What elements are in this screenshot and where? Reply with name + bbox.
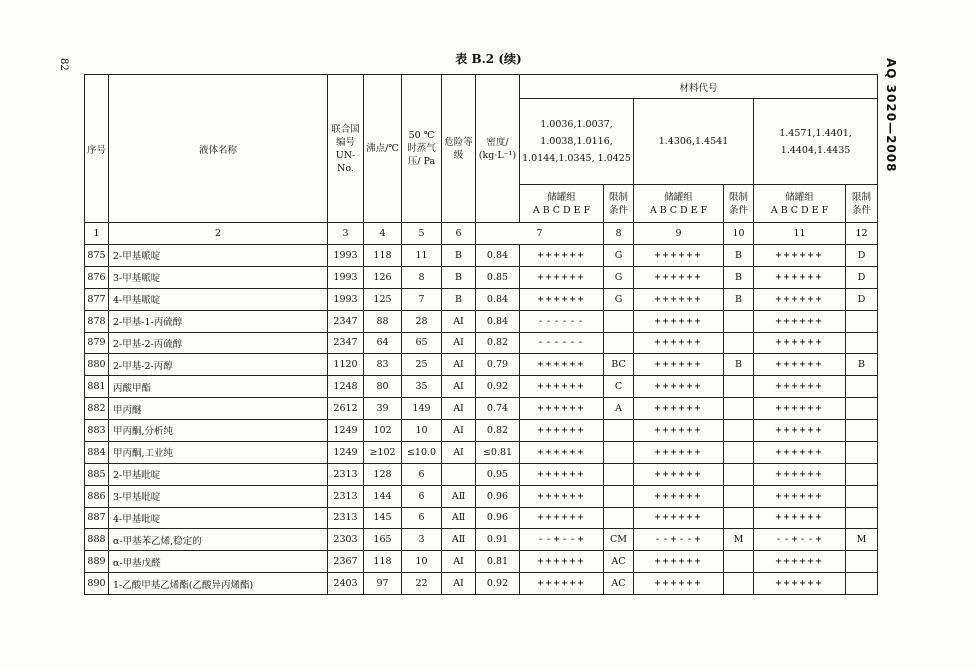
- density-cell: 0.74: [476, 398, 520, 420]
- vapor-cell: 7: [402, 288, 442, 310]
- boil-cell: 97: [364, 573, 402, 595]
- hazard-cell: B: [442, 266, 476, 288]
- hazard-cell: [442, 463, 476, 485]
- hazard-cell: AⅠ: [442, 573, 476, 595]
- col-num: 11: [754, 223, 846, 245]
- boil-cell: 39: [364, 398, 402, 420]
- limit-2-cell: B: [724, 245, 754, 267]
- table-row: [85, 398, 878, 420]
- tank-group-1-cell: ++++++: [520, 441, 604, 463]
- table-row: [85, 332, 878, 354]
- density-cell: 0.96: [476, 485, 520, 507]
- tank-group-1-cell: ++++++: [520, 573, 604, 595]
- limit-3-cell: [846, 551, 878, 573]
- col-num: 3: [328, 223, 364, 245]
- seq-cell: 877: [85, 288, 109, 310]
- data-table: [84, 74, 878, 595]
- limit-2-cell: B: [724, 266, 754, 288]
- tank-group-2-cell: ++++++: [634, 420, 724, 442]
- vapor-cell: 149: [402, 398, 442, 420]
- limit-2-cell: [724, 551, 754, 573]
- table-row: [85, 507, 878, 529]
- density-cell: 0.91: [476, 529, 520, 551]
- header-limit-3: 限制条件: [846, 185, 878, 223]
- col-num: 8: [604, 223, 634, 245]
- seq-cell: 882: [85, 398, 109, 420]
- table-row: [85, 310, 878, 332]
- hazard-cell: B: [442, 288, 476, 310]
- hazard-cell: AⅡ: [442, 529, 476, 551]
- seq-cell: 888: [85, 529, 109, 551]
- table-row: [85, 420, 878, 442]
- table-row: [85, 529, 878, 551]
- tank-group-1-cell: ------: [520, 332, 604, 354]
- tank-group-1-cell: ++++++: [520, 245, 604, 267]
- boil-cell: 165: [364, 529, 402, 551]
- limit-1-cell: G: [604, 266, 634, 288]
- limit-2-cell: [724, 507, 754, 529]
- vapor-cell: 11: [402, 245, 442, 267]
- hazard-cell: AⅠ: [442, 310, 476, 332]
- hazard-cell: AⅠ: [442, 398, 476, 420]
- header-group3: 1.4571,1.4401, 1.4404,1.4435: [754, 99, 878, 185]
- hazard-cell: AⅠ: [442, 376, 476, 398]
- limit-2-cell: [724, 573, 754, 595]
- tank-group-1-cell: ++++++: [520, 376, 604, 398]
- header-tank-group-2: 储罐组 A B C D E F: [634, 185, 724, 223]
- seq-cell: 881: [85, 376, 109, 398]
- header-tank-group-3: 储罐组 A B C D E F: [754, 185, 846, 223]
- density-cell: 0.82: [476, 332, 520, 354]
- tank-group-3-cell: ++++++: [754, 332, 846, 354]
- density-cell: 0.85: [476, 266, 520, 288]
- col-num: 6: [442, 223, 476, 245]
- tank-group-2-cell: ++++++: [634, 354, 724, 376]
- col-num: 10: [724, 223, 754, 245]
- limit-3-cell: D: [846, 288, 878, 310]
- limit-2-cell: [724, 485, 754, 507]
- tank-group-2-cell: ++++++: [634, 507, 724, 529]
- un-cell: 1249: [328, 441, 364, 463]
- column-number-row: [85, 223, 878, 245]
- table-row: [85, 245, 878, 267]
- un-cell: 1248: [328, 376, 364, 398]
- seq-cell: 878: [85, 310, 109, 332]
- limit-1-cell: AC: [604, 551, 634, 573]
- tank-group-2-cell: ++++++: [634, 441, 724, 463]
- table-row: [85, 551, 878, 573]
- name-cell: α-甲基戊醛: [109, 551, 328, 573]
- vapor-cell: 8: [402, 266, 442, 288]
- hazard-cell: AⅠ: [442, 332, 476, 354]
- table-row: [85, 354, 878, 376]
- vapor-cell: 65: [402, 332, 442, 354]
- vapor-cell: 10: [402, 420, 442, 442]
- tank-group-3-cell: ++++++: [754, 463, 846, 485]
- limit-3-cell: [846, 441, 878, 463]
- name-cell: 2-甲基-2-丙硫醇: [109, 332, 328, 354]
- header-limit-1: 限制条件: [604, 185, 634, 223]
- limit-3-cell: [846, 376, 878, 398]
- name-cell: 3-甲基哌啶: [109, 266, 328, 288]
- header-density: 密度/ (kg·L⁻¹): [476, 75, 520, 223]
- limit-2-cell: M: [724, 529, 754, 551]
- limit-2-cell: [724, 376, 754, 398]
- tank-group-3-cell: ++++++: [754, 310, 846, 332]
- tank-group-3-cell: ++++++: [754, 441, 846, 463]
- table-row: [85, 266, 878, 288]
- density-cell: 0.96: [476, 507, 520, 529]
- name-cell: 2-甲基-1-丙硫醇: [109, 310, 328, 332]
- tank-group-3-cell: ++++++: [754, 288, 846, 310]
- tank-group-3-cell: ++++++: [754, 485, 846, 507]
- limit-1-cell: [604, 310, 634, 332]
- limit-1-cell: G: [604, 245, 634, 267]
- name-cell: 丙酸甲酯: [109, 376, 328, 398]
- col-num: 7: [476, 223, 604, 245]
- limit-1-cell: CM: [604, 529, 634, 551]
- un-cell: 2313: [328, 507, 364, 529]
- limit-3-cell: [846, 398, 878, 420]
- density-cell: 0.84: [476, 245, 520, 267]
- un-cell: 2303: [328, 529, 364, 551]
- seq-cell: 880: [85, 354, 109, 376]
- hazard-cell: AⅡ: [442, 507, 476, 529]
- name-cell: α-甲基苯乙烯,稳定的: [109, 529, 328, 551]
- tank-group-1-cell: ++++++: [520, 354, 604, 376]
- limit-1-cell: [604, 463, 634, 485]
- tank-group-2-cell: ++++++: [634, 245, 724, 267]
- boil-cell: 83: [364, 354, 402, 376]
- header-hazard: 危险等级: [442, 75, 476, 223]
- boil-cell: 118: [364, 551, 402, 573]
- col-num: 2: [109, 223, 328, 245]
- seq-cell: 879: [85, 332, 109, 354]
- hazard-cell: AⅡ: [442, 485, 476, 507]
- limit-3-cell: B: [846, 354, 878, 376]
- boil-cell: 102: [364, 420, 402, 442]
- hazard-cell: AⅠ: [442, 420, 476, 442]
- boil-cell: 128: [364, 463, 402, 485]
- col-num: 12: [846, 223, 878, 245]
- tank-group-3-cell: ++++++: [754, 507, 846, 529]
- limit-3-cell: [846, 573, 878, 595]
- limit-1-cell: G: [604, 288, 634, 310]
- vapor-cell: 28: [402, 310, 442, 332]
- seq-cell: 885: [85, 463, 109, 485]
- vapor-cell: 22: [402, 573, 442, 595]
- tank-group-2-cell: ++++++: [634, 376, 724, 398]
- col-num: 5: [402, 223, 442, 245]
- name-cell: 4-甲基吡啶: [109, 507, 328, 529]
- limit-2-cell: [724, 310, 754, 332]
- name-cell: 2-甲基-2-丙醇: [109, 354, 328, 376]
- hazard-cell: AⅠ: [442, 354, 476, 376]
- limit-1-cell: A: [604, 398, 634, 420]
- name-cell: 甲丙酮,分析纯: [109, 420, 328, 442]
- tank-group-1-cell: ++++++: [520, 485, 604, 507]
- table-row: [85, 288, 878, 310]
- vapor-cell: ≤10.0: [402, 441, 442, 463]
- tank-group-3-cell: ++++++: [754, 376, 846, 398]
- document-code: AQ 3020—2008: [884, 58, 898, 173]
- table-row: [85, 485, 878, 507]
- limit-3-cell: M: [846, 529, 878, 551]
- table-title: 表 B.2 (续): [455, 52, 522, 66]
- limit-1-cell: [604, 441, 634, 463]
- limit-3-cell: [846, 420, 878, 442]
- table-row: [85, 441, 878, 463]
- limit-3-cell: [846, 463, 878, 485]
- seq-cell: 889: [85, 551, 109, 573]
- header-name: 液体名称: [109, 75, 328, 223]
- un-cell: 1249: [328, 420, 364, 442]
- limit-1-cell: [604, 485, 634, 507]
- limit-3-cell: D: [846, 266, 878, 288]
- density-cell: 0.92: [476, 573, 520, 595]
- un-cell: 1120: [328, 354, 364, 376]
- density-cell: ≤0.81: [476, 441, 520, 463]
- seq-cell: 876: [85, 266, 109, 288]
- name-cell: 3-甲基吡啶: [109, 485, 328, 507]
- header-tank-group-1: 储罐组 A B C D E F: [520, 185, 604, 223]
- density-cell: 0.81: [476, 551, 520, 573]
- limit-2-cell: B: [724, 354, 754, 376]
- limit-2-cell: [724, 332, 754, 354]
- tank-group-2-cell: ++++++: [634, 266, 724, 288]
- tank-group-1-cell: ------: [520, 310, 604, 332]
- density-cell: 0.84: [476, 310, 520, 332]
- tank-group-2-cell: ++++++: [634, 551, 724, 573]
- header-boil: 沸点/℃: [364, 75, 402, 223]
- tank-group-1-cell: ++++++: [520, 398, 604, 420]
- un-cell: 2313: [328, 485, 364, 507]
- density-cell: 0.79: [476, 354, 520, 376]
- limit-1-cell: [604, 332, 634, 354]
- seq-cell: 886: [85, 485, 109, 507]
- seq-cell: 890: [85, 573, 109, 595]
- tank-group-2-cell: ++++++: [634, 485, 724, 507]
- boil-cell: 118: [364, 245, 402, 267]
- vapor-cell: 35: [402, 376, 442, 398]
- un-cell: 2612: [328, 398, 364, 420]
- un-cell: 1993: [328, 245, 364, 267]
- hazard-cell: AⅠ: [442, 551, 476, 573]
- table-row: [85, 463, 878, 485]
- tank-group-3-cell: ++++++: [754, 420, 846, 442]
- table-row: [85, 376, 878, 398]
- limit-3-cell: [846, 507, 878, 529]
- density-cell: 0.84: [476, 288, 520, 310]
- boil-cell: 80: [364, 376, 402, 398]
- tank-group-2-cell: --+--+: [634, 529, 724, 551]
- limit-3-cell: [846, 310, 878, 332]
- header-un: 联合国编号 UN-No.: [328, 75, 364, 223]
- vapor-cell: 6: [402, 463, 442, 485]
- vapor-cell: 10: [402, 551, 442, 573]
- density-cell: 0.95: [476, 463, 520, 485]
- tank-group-3-cell: ++++++: [754, 398, 846, 420]
- un-cell: 2347: [328, 332, 364, 354]
- un-cell: 2347: [328, 310, 364, 332]
- limit-1-cell: C: [604, 376, 634, 398]
- tank-group-3-cell: --+--+: [754, 529, 846, 551]
- vapor-cell: 6: [402, 507, 442, 529]
- tank-group-2-cell: ++++++: [634, 332, 724, 354]
- header-limit-2: 限制条件: [724, 185, 754, 223]
- tank-group-2-cell: ++++++: [634, 573, 724, 595]
- limit-3-cell: [846, 332, 878, 354]
- tank-group-2-cell: ++++++: [634, 288, 724, 310]
- limit-1-cell: AC: [604, 573, 634, 595]
- name-cell: 甲丙酮,工业纯: [109, 441, 328, 463]
- name-cell: 1-乙酸甲基乙烯酯(乙酸异丙烯酯): [109, 573, 328, 595]
- boil-cell: ≥102: [364, 441, 402, 463]
- table-row: [85, 573, 878, 595]
- tank-group-1-cell: --+--+: [520, 529, 604, 551]
- boil-cell: 145: [364, 507, 402, 529]
- un-cell: 1993: [328, 266, 364, 288]
- name-cell: 2-甲基哌啶: [109, 245, 328, 267]
- name-cell: 4-甲基哌啶: [109, 288, 328, 310]
- tank-group-1-cell: ++++++: [520, 551, 604, 573]
- tank-group-3-cell: ++++++: [754, 573, 846, 595]
- limit-2-cell: [724, 441, 754, 463]
- limit-3-cell: [846, 485, 878, 507]
- tank-group-1-cell: ++++++: [520, 266, 604, 288]
- name-cell: 2-甲基吡啶: [109, 463, 328, 485]
- limit-1-cell: [604, 420, 634, 442]
- tank-group-2-cell: ++++++: [634, 310, 724, 332]
- density-cell: 0.92: [476, 376, 520, 398]
- name-cell: 甲丙醚: [109, 398, 328, 420]
- tank-group-1-cell: ++++++: [520, 463, 604, 485]
- header-material-code: 材料代号: [520, 75, 878, 99]
- tank-group-2-cell: ++++++: [634, 398, 724, 420]
- seq-cell: 875: [85, 245, 109, 267]
- hazard-cell: B: [442, 245, 476, 267]
- boil-cell: 64: [364, 332, 402, 354]
- hazard-cell: AⅠ: [442, 441, 476, 463]
- un-cell: 2367: [328, 551, 364, 573]
- col-num: 4: [364, 223, 402, 245]
- limit-2-cell: [724, 420, 754, 442]
- tank-group-2-cell: ++++++: [634, 463, 724, 485]
- density-cell: 0.82: [476, 420, 520, 442]
- tank-group-3-cell: ++++++: [754, 266, 846, 288]
- boil-cell: 126: [364, 266, 402, 288]
- seq-cell: 887: [85, 507, 109, 529]
- header-seq: 序号: [85, 75, 109, 223]
- tank-group-3-cell: ++++++: [754, 354, 846, 376]
- un-cell: 2403: [328, 573, 364, 595]
- tank-group-1-cell: ++++++: [520, 507, 604, 529]
- boil-cell: 144: [364, 485, 402, 507]
- seq-cell: 884: [85, 441, 109, 463]
- col-num: 9: [634, 223, 724, 245]
- header-group2: 1.4306,1.4541: [634, 99, 754, 185]
- header-group1: 1.0036,1.0037, 1.0038,1.0116, 1.0144,1.0345, 1.0425: [520, 99, 634, 185]
- tank-group-1-cell: ++++++: [520, 420, 604, 442]
- page-number: 82: [58, 58, 69, 71]
- limit-1-cell: BC: [604, 354, 634, 376]
- vapor-cell: 25: [402, 354, 442, 376]
- boil-cell: 88: [364, 310, 402, 332]
- un-cell: 1993: [328, 288, 364, 310]
- tank-group-3-cell: ++++++: [754, 245, 846, 267]
- tank-group-1-cell: ++++++: [520, 288, 604, 310]
- limit-2-cell: [724, 463, 754, 485]
- vapor-cell: 6: [402, 485, 442, 507]
- un-cell: 2313: [328, 463, 364, 485]
- seq-cell: 883: [85, 420, 109, 442]
- limit-2-cell: B: [724, 288, 754, 310]
- limit-2-cell: [724, 398, 754, 420]
- vapor-cell: 3: [402, 529, 442, 551]
- limit-3-cell: D: [846, 245, 878, 267]
- tank-group-3-cell: ++++++: [754, 551, 846, 573]
- limit-1-cell: [604, 507, 634, 529]
- header-vapor: 50 ℃时蒸气压/ Pa: [402, 75, 442, 223]
- boil-cell: 125: [364, 288, 402, 310]
- col-num: 1: [85, 223, 109, 245]
